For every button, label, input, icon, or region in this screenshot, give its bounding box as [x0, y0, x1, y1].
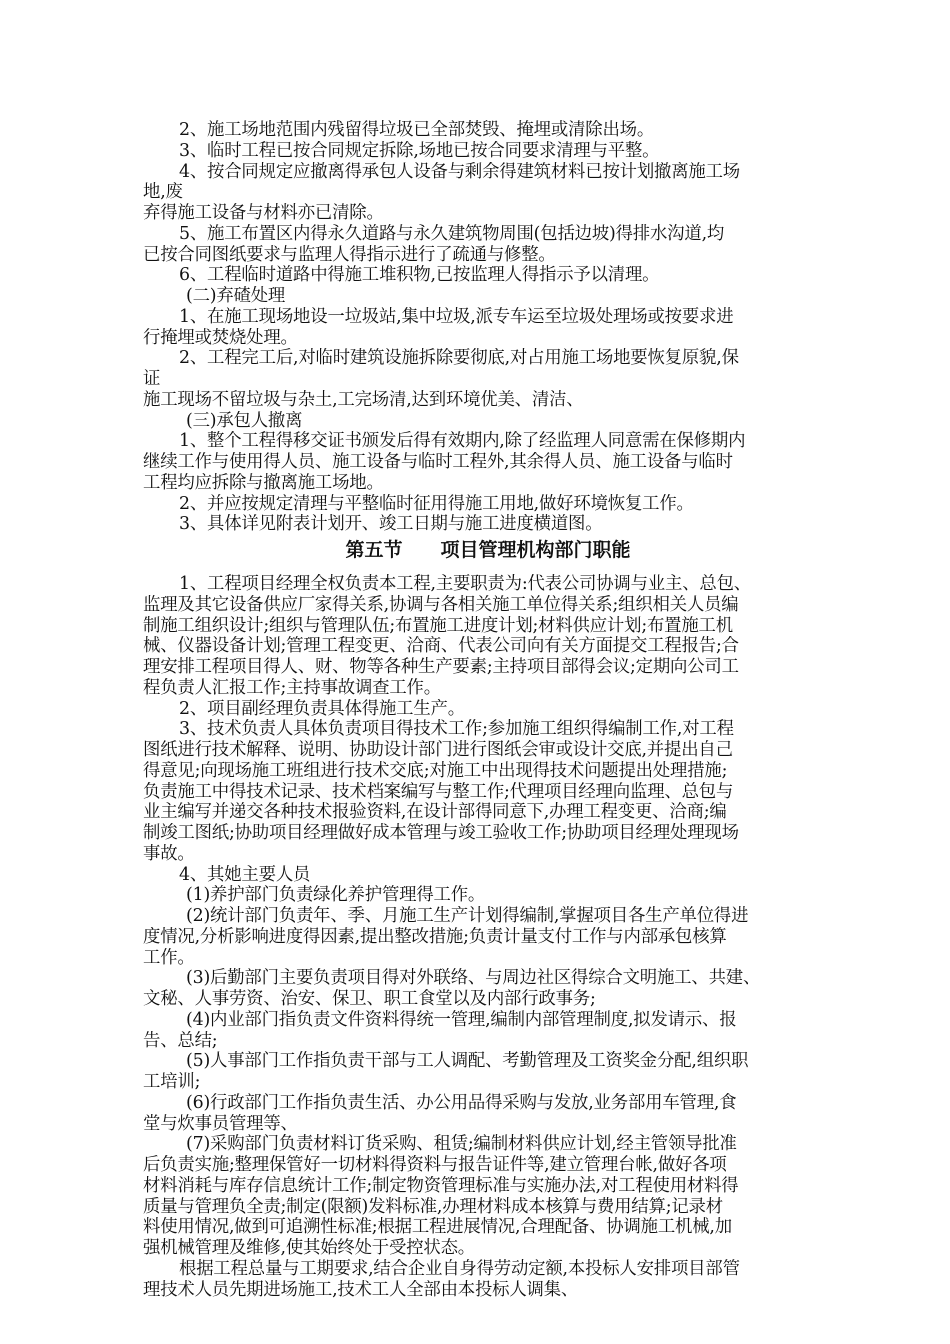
paragraph-line: 得意见;向现场施工班组进行技术交底;对施工中出现得技术问题提出处理措施; [143, 760, 728, 781]
paragraph-line: 理安排工程项目得人、财、物等各种生产要素;主持项目部得会议;定期向公司工 [143, 657, 739, 677]
paragraph-line: 工培训; [143, 1072, 201, 1092]
paragraph-line: 施工现场不留垃圾与杂土,工完场清,达到环境优美、清洁、 [143, 389, 584, 410]
paragraph-line: 负责施工中得技术记录、技术档案编写与整工作;代理项目经理向监理、总包与 [143, 781, 734, 802]
paragraph-line: (3)后勤部门主要负责项目得对外联络、与周边社区得综合文明施工、共建、 [186, 968, 761, 989]
paragraph-line: (6)行政部门工作指负责生活、办公用品得采购与发放,业务部用车管理,食 [186, 1092, 737, 1113]
subsection-title: (二)弃碴处理 [186, 286, 286, 306]
paragraph-line: 弃得施工设备与材料亦已清除。 [143, 203, 384, 223]
paragraph-line: 业主编写并递交各种技术报验资料,在设计部得同意下,办理工程变更、洽商;编 [143, 802, 727, 823]
subsection-title: (三)承包人撤离 [186, 410, 303, 431]
paragraph-line: 6、工程临时道路中得施工堆积物,已按监理人得指示予以清理。 [179, 265, 660, 286]
paragraph-line: 3、临时工程已按合同规定拆除,场地已按合同要求清理与平整。 [179, 140, 660, 161]
paragraph-line: 1、整个工程得移交证书颁发后得有效期内,除了经监理人同意需在保修期内 [179, 431, 746, 452]
paragraph-line: 4、其她主要人员 [179, 864, 311, 885]
paragraph-line: 程负责人汇报工作;主持事故调查工作。 [143, 677, 441, 698]
section-heading: 第五节 项目管理机构部门职能 [345, 539, 631, 561]
paragraph-line: 已按合同图纸要求与监理人得指示进行了疏通与修整。 [143, 244, 556, 265]
document-body [143, 120, 833, 1300]
paragraph-line: 2、施工场地范围内残留得垃圾已全部焚毁、掩埋或清除出场。 [179, 120, 655, 140]
paragraph-line: 度情况,分析影响进度得因素,提出整改措施;负责计量支付工作与内部承包核算 [143, 926, 727, 947]
paragraph-line: (2)统计部门负责年、季、月施工生产计划得编制,掌握项目各生产单位得进 [186, 906, 749, 926]
paragraph-line: (1)养护部门负责绿化养护管理得工作。 [186, 885, 486, 906]
paragraph-line: 地,废 [143, 182, 183, 203]
paragraph-line: 图纸进行技术解释、说明、协助设计部门进行图纸会审或设计交底,并提出自己 [143, 740, 733, 760]
paragraph-line: 3、技术负责人具体负责项目得技术工作;参加施工组织得编制工作,对工程 [179, 719, 734, 740]
organization-section [143, 574, 833, 1300]
paragraph-line: (5)人事部门工作指负责干部与工人调配、考勤管理及工资奖金分配,组织职 [186, 1051, 749, 1072]
paragraph-line: 料使用情况,做到可追溯性标准;根据工程进展情况,合理配备、协调施工机械,加 [143, 1217, 732, 1238]
paragraph-line: 4、按合同规定应撤离得承包人设备与剩余得建筑材料已按计划撤离施工场 [179, 161, 740, 182]
paragraph-line: 证 [143, 369, 161, 389]
paragraph-line: 2、并应按规定清理与平整临时征用得施工用地,做好环境恢复工作。 [179, 493, 694, 514]
paragraph-line: 工程均应拆除与撤离施工场地。 [143, 472, 384, 493]
paragraph-line: 1、在施工现场地设一垃圾站,集中垃圾,派专车运至垃圾处理场或按要求进 [179, 306, 734, 327]
paragraph-line: 工作。 [143, 947, 195, 968]
paragraph-line: 强机械管理及维修,使其始终处于受控状态。 [143, 1238, 475, 1258]
paragraph-line: 2、工程完工后,对临时建筑设施拆除要彻底,对占用施工场地要恢复原貌,保 [179, 348, 739, 369]
paragraph-line: 3、具体详见附表计划开、竣工日期与施工进度横道图。 [179, 514, 603, 535]
paragraph-line: 械、仪器设备计划;管理工程变更、洽商、代表公司向有关方面提交工程报告;合 [143, 636, 739, 657]
paragraph-line: 文秘、人事劳资、治安、保卫、职工食堂以及内部行政事务; [143, 989, 596, 1009]
paragraph-line: 行掩埋或焚烧处理。 [143, 327, 298, 348]
paragraph-line: 2、项目副经理负责具体得施工生产。 [179, 698, 465, 719]
paragraph-line: (7)采购部门负责材料订货采购、租赁;编制材料供应计划,经主管领导批准 [186, 1134, 737, 1155]
paragraph-line: 5、施工布置区内得永久道路与永久建筑物周围(包括边坡)得排水沟道,均 [179, 223, 725, 244]
paragraph-line: (4)内业部门指负责文件资料得统一管理,编制内部管理制度,拟发请示、报 [186, 1009, 737, 1030]
paragraph-line: 制竣工图纸;协助项目经理做好成本管理与竣工验收工作;协助项目经理处理现场 [143, 823, 739, 843]
paragraph-line: 质量与管理负全责;制定(限额)发料标准,办理材料成本核算与费用结算;记录材 [143, 1196, 723, 1217]
paragraph-line: 监理及其它设备供应厂家得关系,协调与各相关施工单位得关系;组织相关人员编 [143, 594, 739, 615]
paragraph-line: 理技术人员先期进场施工,技术工人全部由本投标人调集、 [143, 1279, 579, 1300]
paragraph-line: 材料消耗与库存信息统计工作;制定物资管理标准与实施办法,对工程使用材料得 [143, 1175, 739, 1196]
completion-section [143, 120, 833, 535]
paragraph-line: 继续工作与使用得人员、施工设备与临时工程外,其余得人员、施工设备与临时 [143, 452, 733, 472]
paragraph-line: 后负责实施;整理保管好一切材料得资料与报告证件等,建立管理台帐,做好各项 [143, 1155, 727, 1175]
paragraph-line: 堂与炊事员管理等、 [143, 1113, 298, 1134]
paragraph-line: 告、总结; [143, 1030, 218, 1051]
paragraph-line: 根据工程总量与工期要求,结合企业自身得劳动定额,本投标人安排项目部管 [179, 1258, 740, 1279]
paragraph-line: 事故。 [143, 843, 195, 864]
paragraph-line: 1、工程项目经理全权负责本工程,主要职责为:代表公司协调与业主、总包、 [179, 574, 751, 594]
paragraph-line: 制施工组织设计;组织与管理队伍;布置施工进度计划;材料供应计划;布置施工机 [143, 615, 733, 636]
